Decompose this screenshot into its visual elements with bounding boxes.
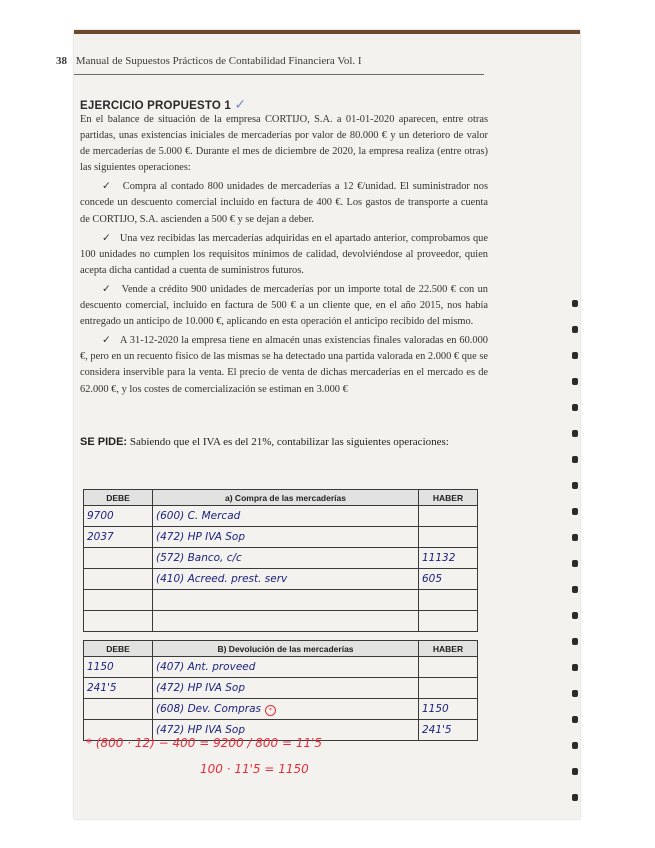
debe-cell: 9700 — [84, 506, 153, 527]
check-icon: ✓ — [102, 181, 112, 193]
account-cell — [153, 590, 419, 611]
debe-cell — [84, 590, 153, 611]
haber-cell — [419, 527, 478, 548]
account-cell: (608) Dev. Compras * — [153, 699, 419, 720]
col-debe: DEBE — [84, 641, 153, 657]
account-cell: (472) HP IVA Sop — [153, 527, 419, 548]
check-icon: ✓ — [102, 283, 112, 295]
table-title: a) Compra de las mercaderías — [153, 490, 419, 506]
table-row — [84, 569, 478, 590]
header-rule — [74, 74, 484, 75]
handwritten-note-1: * (800 · 12) − 400 = 9200 / 800 = 11'5 — [86, 736, 323, 750]
haber-cell: 1150 — [419, 699, 478, 720]
circled-asterisk-icon: * — [265, 705, 276, 716]
handwritten-note-2: 100 · 11'5 = 1150 — [200, 762, 309, 776]
exercise-title: EJERCICIO PROPUESTO 1 ✓ — [80, 96, 247, 112]
table-title: B) Devolución de las mercaderías — [153, 641, 419, 657]
debe-cell — [84, 611, 153, 632]
debe-cell — [84, 569, 153, 590]
col-debe: DEBE — [84, 490, 153, 506]
table-row — [84, 657, 478, 678]
operation-item: ✓ Vende a crédito 900 unidades de mercaderías por un importe total de 22.500 € con un descuento comercial, incluido en factura de 500 € a un cliente que, en el año 2015, nos había entregado un anticipo de 10.000 €, aplicando en esta operación el anticipo recibido del mismo. — [80, 283, 489, 328]
account-cell: (407) Ant. proveed — [153, 657, 419, 678]
account-cell: (472) HP IVA Sop — [153, 720, 419, 741]
check-icon: ✓ — [234, 96, 247, 112]
haber-cell — [419, 678, 478, 699]
col-haber: HABER — [419, 490, 478, 506]
account-cell: (600) C. Mercad — [153, 506, 419, 527]
account-cell: (410) Acreed. prest. serv — [153, 569, 419, 590]
debe-cell — [84, 699, 153, 720]
table-row — [84, 699, 478, 720]
debe-cell: 1150 — [84, 657, 153, 678]
debe-cell — [84, 548, 153, 569]
intro-paragraph: En el balance de situación de la empresa CORTIJO, S.A. a 01-01-2020 aparecen, entre otras partidas, unas existencias iniciales de mercaderías por valor de 80.000 € y un deterioro de valor de mercaderías de 5.000 €. Durante el mes de diciembre de 2020, la empresa realiza (entre otras) las siguientes operaciones: — [80, 114, 488, 174]
page-number: 38 — [56, 55, 67, 67]
table-row — [84, 678, 478, 699]
haber-cell — [419, 611, 478, 632]
table-row — [84, 611, 478, 632]
running-header — [56, 55, 362, 67]
check-icon: ✓ — [102, 335, 112, 347]
col-haber: HABER — [419, 641, 478, 657]
journal-table-return — [83, 640, 478, 741]
haber-cell: 11132 — [419, 548, 478, 569]
book-title: Manual de Supuestos Prácticos de Contabilidad Financiera Vol. I — [75, 55, 362, 67]
haber-cell — [419, 657, 478, 678]
account-cell: (472) HP IVA Sop — [153, 678, 419, 699]
exercise-body — [80, 112, 488, 401]
account-cell — [153, 611, 419, 632]
task-statement: SE PIDE: Sabiendo que el IVA es del 21%, contabilizar las siguientes operaciones: — [80, 436, 449, 448]
account-cell: (572) Banco, c/c — [153, 548, 419, 569]
operation-item: ✓ Compra al contado 800 unidades de mercaderías a 12 €/unidad. El suministrador nos concede un descuento comercial incluido en factura de 400 €. Los gastos de transporte a cuenta de CORTIJO, S.A. ascienden a 500 € y se dejan a deber. — [80, 181, 488, 225]
haber-cell: 605 — [419, 569, 478, 590]
table-row — [84, 506, 478, 527]
haber-cell — [419, 506, 478, 527]
haber-cell: 241'5 — [419, 720, 478, 741]
debe-cell: 241'5 — [84, 678, 153, 699]
check-icon: ✓ — [102, 232, 112, 244]
table-row — [84, 590, 478, 611]
binder-rings — [572, 300, 584, 800]
debe-cell: 2037 — [84, 527, 153, 548]
table-row — [84, 548, 478, 569]
operation-item: ✓ A 31-12-2020 la empresa tiene en almacén unas existencias finales valoradas en 60.000 €, pero en un recuento físico de las mismas se ha detectado una partida valorada en 2.000 € que se considera inservible para la venta. El precio de venta de dichas mercaderías en el mercado es de 62.000 €, y los costes de comercialización se estiman en 3.000 € — [80, 335, 488, 395]
haber-cell — [419, 590, 478, 611]
table-row — [84, 527, 478, 548]
operation-item: ✓ Una vez recibidas las mercaderías adquiridas en el apartado anterior, comprobamos que 100 unidades no cumplen los requisitos mínimos de calidad, devolviéndose al proveedor, quien acepta dicha cantidad a cuenta de suministros futuros. — [80, 232, 488, 276]
journal-table-purchase — [83, 489, 478, 632]
